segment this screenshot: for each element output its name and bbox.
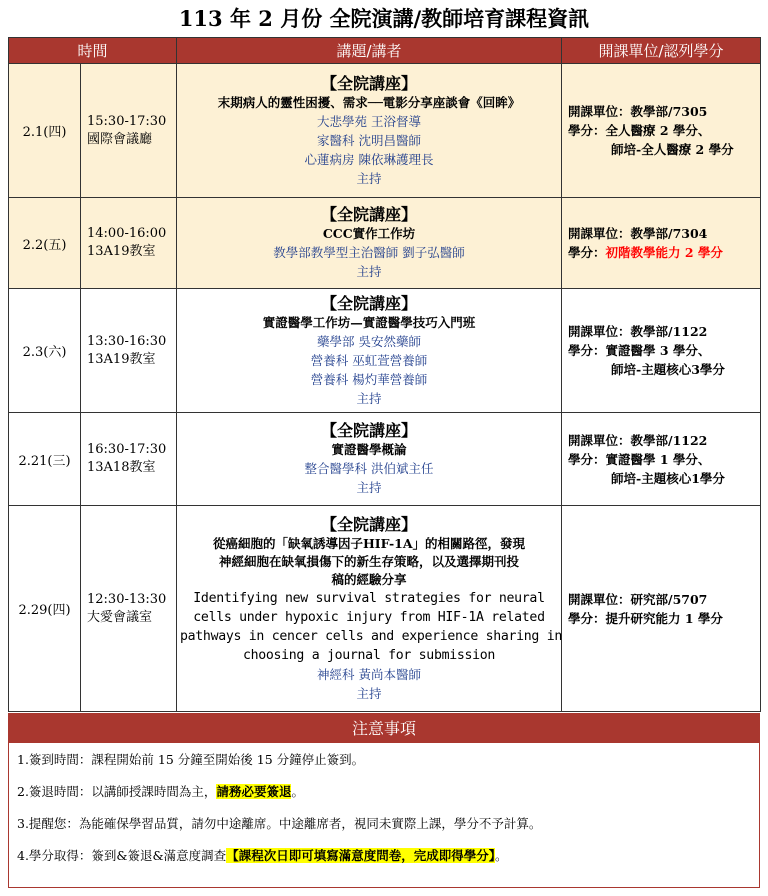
row-title-zh: 神經細胞在缺氧損傷下的新生存策略，以及選擇期刊投 [219,553,520,569]
note-signout [17,783,759,801]
row-date: 2.1(四) [9,64,81,198]
row-speaker: 教學部教學型主治醫師 劉子弘醫師 [273,245,465,260]
notes-body [9,743,759,865]
row-credit-teacher: 師培-主題核心1學分 [611,470,725,486]
row-title-en: choosing a journal for submission [242,647,496,663]
row-moderator: 主持 [356,170,382,186]
note-signout-text: 2.簽退時間：以講師授課時間為主， [17,784,217,799]
row-unit-name: 開課單位：教學部/1122 [568,432,708,448]
row-date: 2.21(三) [9,413,81,506]
row-title-en: pathways in cencer cells and experience sharing in [180,628,562,644]
row-time: 13:30-16:30 [87,333,167,349]
row-title-zh: 從癌細胞的「缺氧誘導因子HIF-1A」的相關路徑，發現 [212,535,526,551]
row-topic [177,198,562,289]
row-speaker: 藥學部 吳安然藥師 [317,333,421,349]
row-moderator: 主持 [356,480,382,495]
row-label: 【全院講座】 [321,421,418,440]
row-time: 16:30-17:30 [87,442,167,457]
row-time: 14:00-16:00 [87,226,167,241]
row-title-en: cells under hypoxic injury from HIF-1A related [193,609,545,625]
row-title: 實證醫學工作坊—實證醫學技巧入門班 [262,314,476,330]
row-title: 末期病人的靈性困擾、需求──電影分享座談會《回眸》 [217,94,521,110]
row-moderator: 主持 [356,264,382,279]
row-speaker: 大悲學苑 王浴督導 [317,113,421,129]
row-unit [562,506,761,712]
note-reminder: 3.提醒您：為能確保學習品質，請勿中途離席。中途離席者，視同未實際上課，學分不予計算。 [17,816,542,831]
row-topic [177,289,562,413]
row-time-place [81,64,177,198]
row-label: 【全院講座】 [321,293,418,313]
notes-box [8,713,760,888]
row-unit-name: 開課單位：教學部/7305 [568,104,708,119]
row-unit-name: 開課單位：教學部/7304 [568,226,708,241]
row-credit-teacher: 師培-全人醫療 2 學分 [611,142,734,157]
row-time-place [81,289,177,413]
table-header-row [9,38,761,64]
row-speaker: 整合醫學科 洪伯斌主任 [304,461,434,476]
row-unit [562,64,761,198]
row-moderator: 主持 [356,390,382,406]
header-time: 時間 [9,38,177,64]
row-title: CCC實作工作坊 [322,226,416,241]
note-signin: 1.簽到時間：課程開始前 15 分鐘至開始後 15 分鐘停止簽到。 [17,752,365,767]
row-moderator: 主持 [356,685,382,701]
row-time-place [81,413,177,506]
row-speaker: 營養科 巫虹萱營養師 [310,352,428,368]
row-time: 15:30-17:30 [87,113,167,129]
row-place: 國際會議廳 [87,131,153,147]
table-row [9,413,761,506]
row-credit-teacher: 師培-主題核心3學分 [611,362,725,377]
note-credit-text: 4.學分取得：簽到&簽退&滿意度調查 [17,848,227,863]
row-speaker: 家醫科 沈明昌醫師 [317,132,421,148]
row-credit: 學分：實證醫學 3 學分、 [568,343,711,358]
row-time: 12:30-13:30 [87,591,167,607]
note-credit-end: 。 [494,848,508,863]
row-title: 實證醫學概論 [331,442,407,457]
row-credit: 學分：全人醫療 2 學分、 [568,123,711,138]
row-title-en: Identifying new survival strategies for neural [193,590,545,606]
table-row [9,198,761,289]
row-credit-highlight: 初階教學能力 2 學分 [605,245,723,260]
row-unit-name: 開課單位：研究部/5707 [568,591,708,607]
row-time-place [81,198,177,289]
header-unit: 開課單位/認列學分 [562,38,761,64]
header-topic: 講題/講者 [177,38,562,64]
row-place: 13A19教室 [87,351,156,367]
row-unit [562,413,761,506]
table-row [9,289,761,413]
row-label: 【全院講座】 [321,205,418,224]
row-unit [562,289,761,413]
row-credit: 學分：提升研究能力 1 學分 [568,610,723,626]
row-unit-name: 開課單位：教學部/1122 [568,324,708,339]
note-credit [17,847,759,865]
note-credit-highlight: 【課程次日即可填寫滿意度問卷，完成即得學分】 [226,848,495,863]
page-title: 113 年 2 月份 全院演講/教師培育課程資訊 [178,6,590,31]
row-date: 2.3(六) [9,289,81,413]
row-topic [177,64,562,198]
row-place: 13A19教室 [87,244,156,259]
row-place: 大愛會議室 [87,609,153,625]
row-date: 2.29(四) [9,506,81,712]
row-place: 13A18教室 [87,460,156,475]
note-signout-end: 。 [291,784,304,799]
row-label: 【全院講座】 [321,73,418,93]
row-credit-prefix: 學分： [568,245,606,260]
note-signout-highlight: 請務必要簽退 [216,784,292,799]
row-topic [177,506,562,712]
row-date: 2.2(五) [9,198,81,289]
row-credit [568,243,760,262]
row-topic [177,413,562,506]
table-row [9,64,761,198]
row-time-place [81,506,177,712]
row-credit: 學分：實證醫學 1 學分、 [568,451,711,467]
row-title-zh: 稿的經驗分享 [331,571,407,587]
schedule-table [8,37,761,712]
row-speaker: 心蓮病房 陳依琳護理長 [304,151,434,167]
row-unit [562,198,761,289]
table-row [9,506,761,712]
row-speaker: 營養科 楊灼華營養師 [310,371,428,387]
row-speaker: 神經科 黃尚本醫師 [317,666,421,682]
row-label: 【全院講座】 [321,514,418,534]
notes-heading: 注意事項 [9,714,759,743]
